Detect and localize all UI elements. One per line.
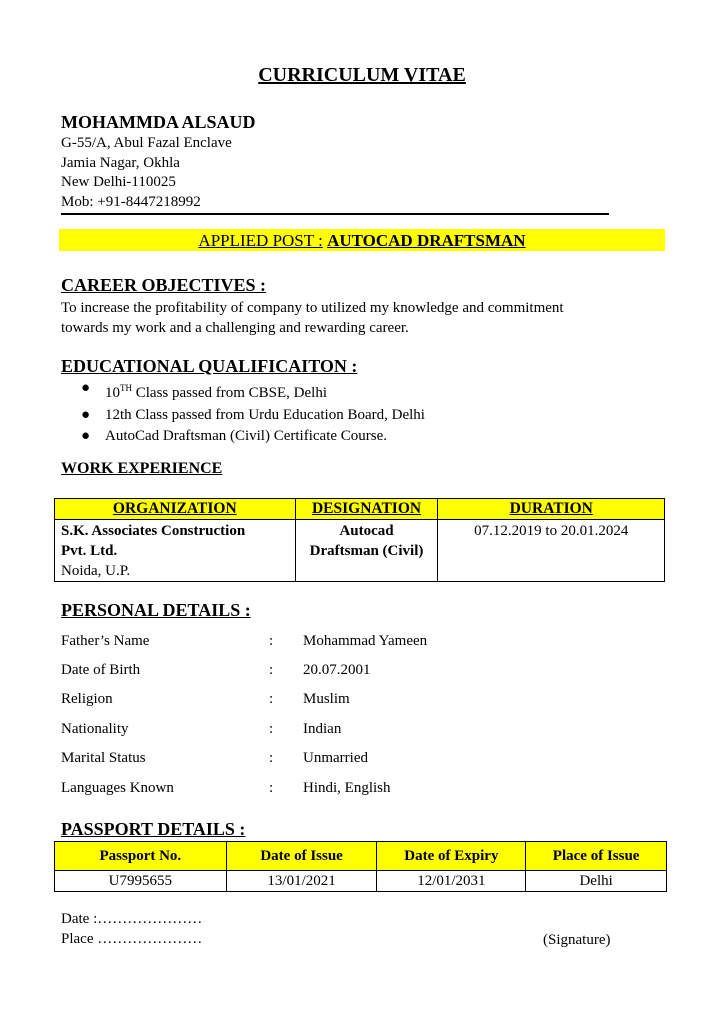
place-line: Place ………………… [61, 931, 203, 947]
education-heading: EDUCATIONAL QUALIFICAITON : [61, 356, 358, 376]
address-line: Jamia Nagar, Okhla [61, 154, 180, 171]
document-title: CURRICULUM VITAE [258, 64, 466, 86]
applied-post-value: AUTOCAD DRAFTSMAN [327, 231, 526, 250]
passport-table [54, 841, 667, 892]
column-header: Passport No. [55, 842, 227, 871]
work-experience-table [54, 498, 665, 582]
table-header-row [55, 842, 667, 871]
applied-post-banner [59, 229, 665, 251]
place-of-issue-cell: Delhi [526, 871, 667, 892]
bullet-icon: ● [81, 428, 91, 444]
phone-line: Mob: +91-8447218992 [61, 193, 201, 210]
signature-label: (Signature) [543, 932, 611, 948]
education-list [61, 378, 425, 448]
field-value: Muslim [303, 691, 350, 707]
applied-post-label: APPLIED POST : [198, 231, 323, 250]
table-row [55, 520, 665, 582]
career-objectives-heading: CAREER OBJECTIVES : [61, 275, 267, 295]
bullet-icon: ● [81, 406, 91, 423]
field-value: Mohammad Yameen [303, 633, 428, 649]
column-header: Date of Expiry [377, 842, 526, 871]
personal-details-heading: PERSONAL DETAILS : [61, 600, 251, 620]
career-objectives-text [61, 298, 661, 338]
address-line: G-55/A, Abul Fazal Enclave [61, 135, 232, 151]
work-experience-heading: WORK EXPERIENCE [61, 460, 223, 477]
designation-cell: Autocad Draftsman (Civil) [295, 520, 438, 582]
column-header: ORGANIZATION [55, 499, 296, 520]
field-label: Father’s Name [61, 633, 150, 649]
date-line: Date :………………… [61, 911, 203, 927]
column-header: DURATION [438, 499, 665, 520]
career-line: towards my work and a challenging and rewarding career. [61, 320, 409, 336]
issue-date-cell: 13/01/2021 [226, 871, 377, 892]
field-label: Marital Status [61, 750, 146, 766]
field-value: 20.07.2001 [303, 662, 371, 678]
passport-number-cell: U7995655 [55, 871, 227, 892]
applicant-name: MOHAMMDA ALSAUD [61, 112, 256, 132]
column-header: DESIGNATION [295, 499, 438, 520]
duration-cell: 07.12.2019 to 20.01.2024 [438, 520, 665, 582]
list-item: ● AutoCad Draftsman (Civil) Certificate Course. [105, 426, 425, 448]
field-label: Languages Known [61, 780, 174, 796]
field-value: Hindi, English [303, 780, 391, 796]
column-header: Place of Issue [526, 842, 667, 871]
table-row [55, 871, 667, 892]
bullet-icon: ● [81, 380, 91, 396]
address-block [61, 134, 232, 212]
field-label: Date of Birth [61, 662, 141, 678]
field-value: Unmarried [303, 750, 368, 766]
column-header: Date of Issue [226, 842, 377, 871]
field-value: Indian [303, 721, 342, 737]
passport-details-heading: PASSPORT DETAILS : [61, 819, 246, 839]
field-label: Religion [61, 691, 113, 707]
expiry-date-cell: 12/01/2031 [377, 871, 526, 892]
field-label: Nationality [61, 721, 129, 737]
table-header-row [55, 499, 665, 520]
career-line: To increase the profitability of company to utilized my knowledge and commitment [61, 300, 564, 316]
address-line: New Delhi-110025 [61, 174, 176, 190]
organization-cell: S.K. Associates Construction Pvt. Ltd. Noida, U.P. [55, 520, 296, 582]
header-divider [61, 213, 609, 215]
list-item: ● 12th Class passed from Urdu Education Board, Delhi [105, 405, 425, 427]
list-item: ● 10TH Class passed from CBSE, Delhi [81, 380, 327, 401]
